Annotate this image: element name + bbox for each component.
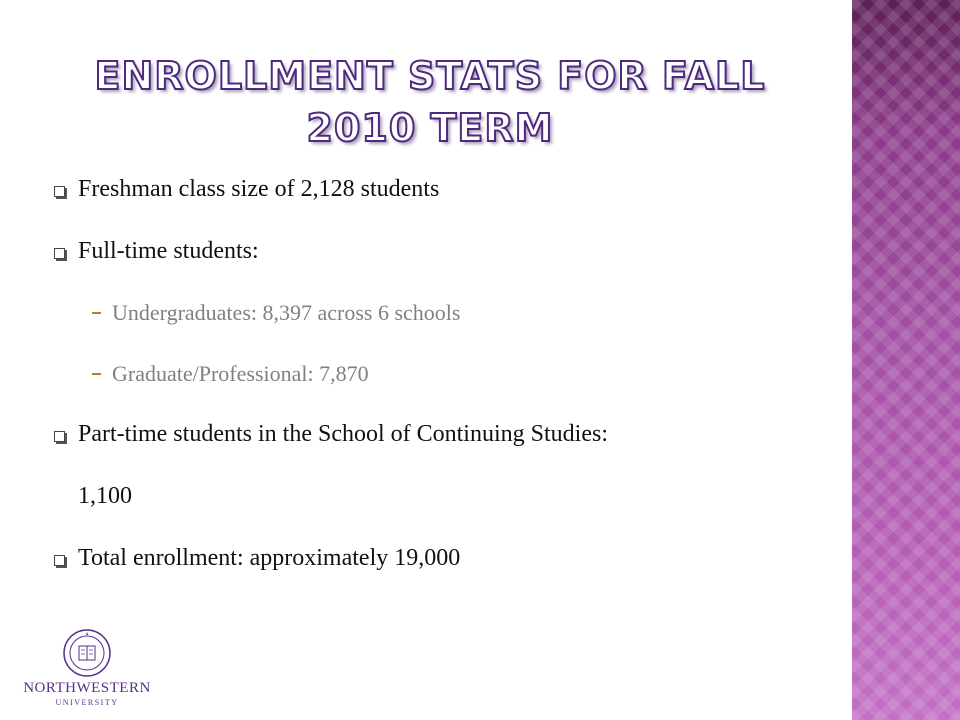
bullet-list — [48, 172, 838, 576]
list-item-continuation — [48, 479, 838, 514]
dash-bullet-icon — [92, 373, 101, 375]
square-bullet-icon — [54, 555, 65, 566]
list-item — [48, 234, 838, 269]
bullet-text: Undergraduates: 8,397 across 6 schools — [112, 300, 461, 325]
bullet-text: Full-time students: — [78, 238, 259, 264]
list-item — [48, 541, 838, 576]
slide-title: ENROLLMENT STATS FOR FALL 2010 TERM — [94, 54, 766, 150]
bullet-text: 1,100 — [78, 483, 132, 509]
university-seal-icon — [62, 628, 112, 678]
decorative-side-strip — [852, 0, 960, 720]
square-bullet-icon — [54, 431, 65, 442]
bullet-text: Graduate/Professional: 7,870 — [112, 361, 369, 386]
list-item — [48, 356, 838, 391]
list-item — [48, 172, 838, 207]
list-item — [48, 417, 838, 452]
university-logo — [12, 628, 162, 712]
bullet-text: Part-time students in the School of Continuing Studies: — [78, 421, 608, 447]
bullet-text: Total enrollment: approximately 19,000 — [78, 545, 461, 571]
logo-subtitle: UNIVERSITY — [55, 698, 119, 707]
bullet-text: Freshman class size of 2,128 students — [78, 176, 440, 202]
square-bullet-icon — [54, 248, 65, 259]
square-bullet-icon — [54, 186, 65, 197]
dash-bullet-icon — [92, 312, 101, 314]
list-item — [48, 295, 838, 330]
logo-wordmark: NORTHWESTERN — [23, 680, 151, 696]
